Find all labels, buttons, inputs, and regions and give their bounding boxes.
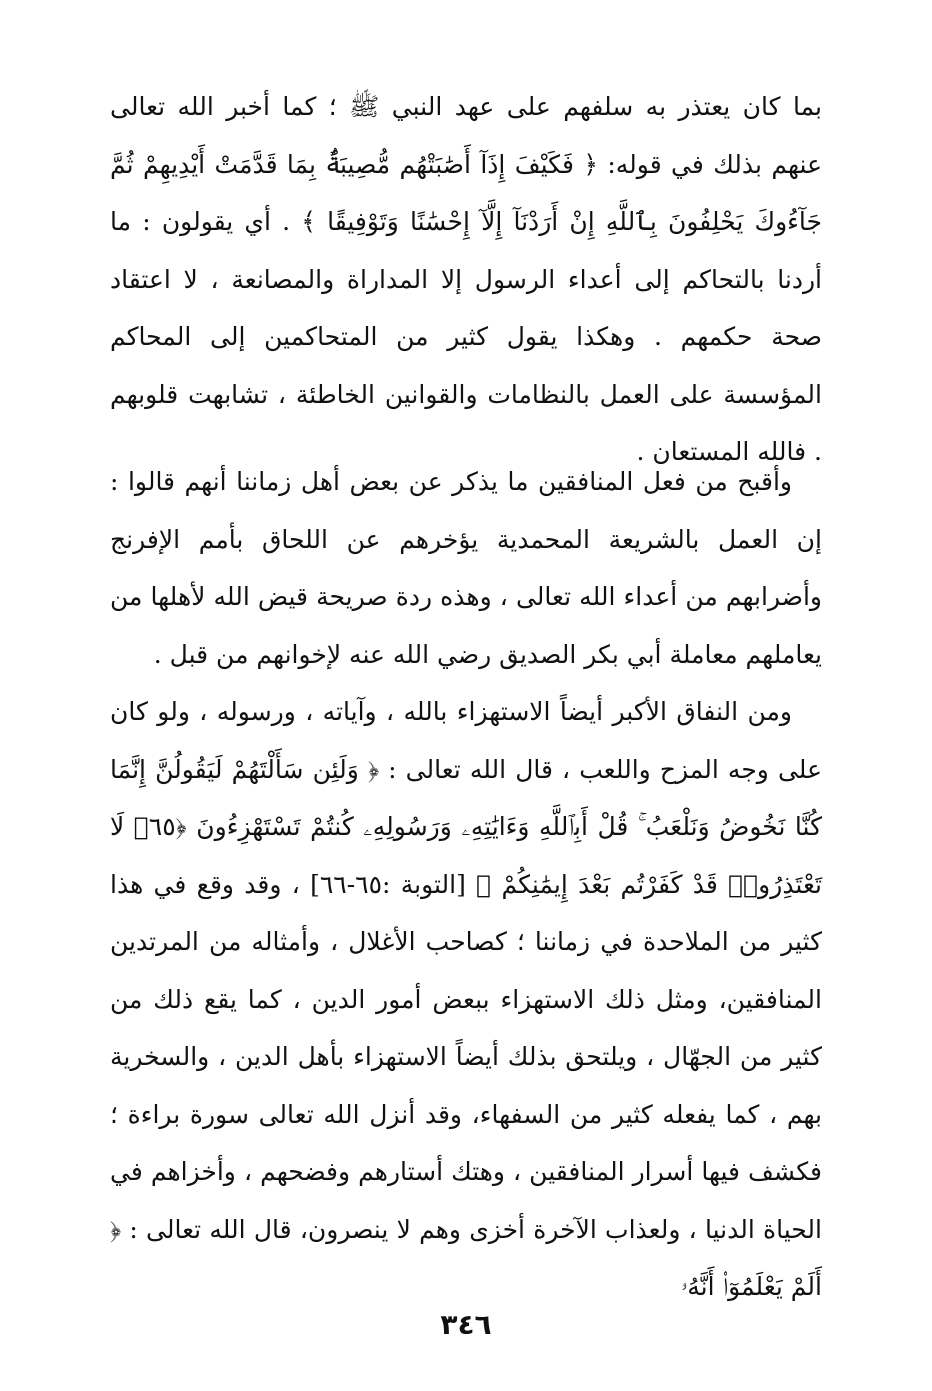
text-block-1: [110, 78, 822, 481]
paragraph-3: ومن النفاق الأكبر أيضاً الاستهزاء بالله ، وآياته ، ورسوله ، ولو كان على وجه المزح واللعب ، قال الله تعالى : ﴿ وَلَئِن سَأَلْتَهُمْ لَيَقُولُنَّ إِنَّمَا كُنَّا نَخُوضُ وَنَلْعَبُ ۚ قُلْ أَبِٱللَّهِ وَءَايَٰتِهِۦ وَرَسُولِهِۦ كُنتُمْ تَسْتَهْزِءُونَ ﴿٦٥﴾ لَا تَعْتَذِرُوا۟ قَدْ كَفَرْتُم بَعْدَ إِيمَٰنِكُمْ ﴾ [التوبة :٦٥-٦٦] ، وقد وقع في هذا كثير من الملاحدة في زماننا ؛ كصاحب الأغلال ، وأمثاله من المرتدين المنافقين، ومثل ذلك الاستهزاء ببعض أمور الدين ، كما يقع ذلك من كثير من الجهّال ، ويلتحق بذلك أيضاً الاستهزاء بأهل الدين ، والسخرية بهم ، كما يفعله كثير من السفهاء، وقد أنزل الله تعالى سورة براءة ؛ فكشف فيها أسرار المنافقين ، وهتك أستارهم وفضحهم ، وأخزاهم في الحياة الدنيا ، ولعذاب الآخرة أخزى وهم لا ينصرون، قال الله تعالى : ﴿ أَلَمْ يَعْلَمُوٓا۟ أَنَّهُۥ: [110, 697, 822, 1301]
paragraph-1: بما كان يعتذر به سلفهم على عهد النبي ﷺ ؛ كما أخبر الله تعالى عنهم بذلك في قوله: ﴿ فَكَيْفَ إِذَآ أَصَٰبَتْهُم مُّصِيبَةٌۢ بِمَا قَدَّمَتْ أَيْدِيهِمْ ثُمَّ جَآءُوكَ يَحْلِفُونَ بِٱللَّهِ إِنْ أَرَدْنَآ إِلَّآ إِحْسَٰنًا وَتَوْفِيقًا ﴾ . أي يقولون : ما أردنا بالتحاكم إلى أعداء الرسول إلا المداراة والمصانعة ، لا اعتقاد صحة حكمهم . وهكذا يقول كثير من المتحاكمين إلى المحاكم المؤسسة على العمل بالنظامات والقوانين الخاطئة ، تشابهت قلوبهم . فالله المستعان .: [110, 92, 822, 466]
text-block-2: [110, 453, 822, 683]
paragraph-2: وأقبح من فعل المنافقين ما يذكر عن بعض أهل زماننا أنهم قالوا : إن العمل بالشريعة المحمدية يؤخرهم عن اللحاق بأمم الإفرنج وأضرابهم من أعداء الله تعالى ، وهذه ردة صريحة قيض الله لأهلها من يعاملهم معاملة أبي بكر الصديق رضي الله عنه لإخوانهم من قبل .: [110, 467, 822, 669]
page-number: ٣٤٦: [440, 1308, 492, 1341]
text-block-3: [110, 683, 822, 1316]
